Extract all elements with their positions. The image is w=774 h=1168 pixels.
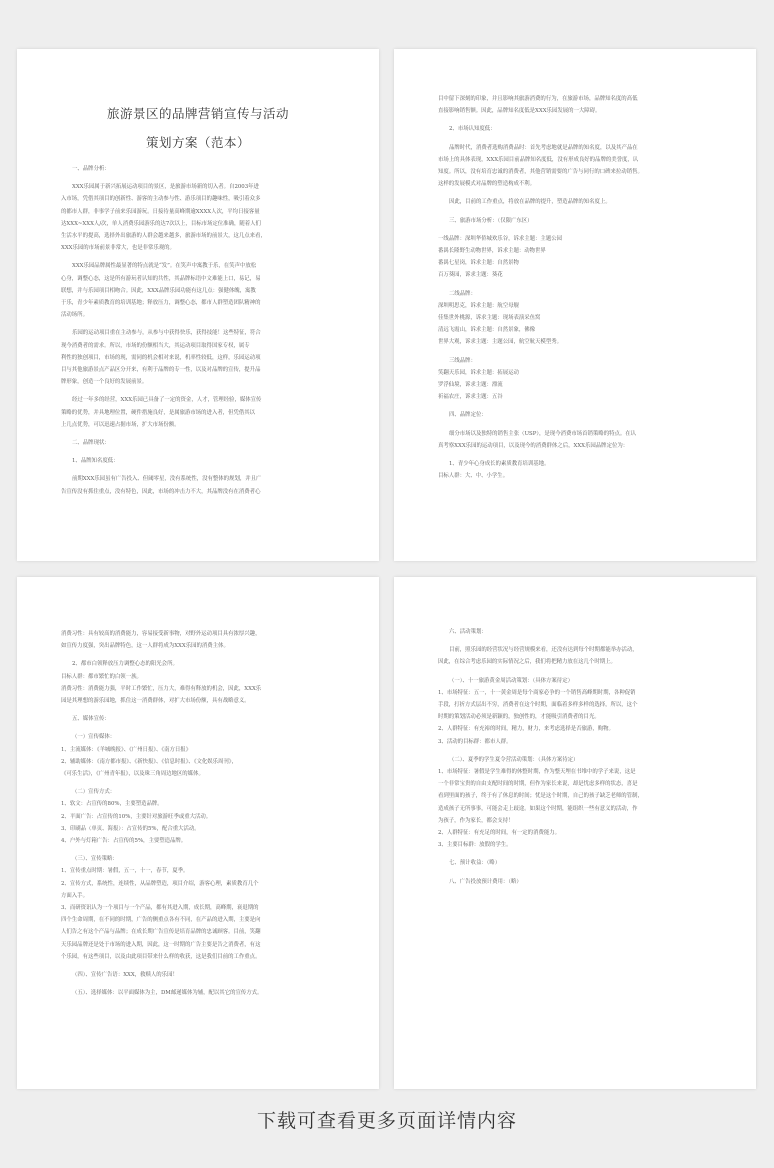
text-line: 佳集世外桃源，诉求主题：现场表演采鱼窝: [438, 315, 541, 322]
document-page-2: [394, 49, 756, 561]
text-line: （三）、宣传策略：: [72, 856, 118, 863]
document-subtitle: 策划方案（范本）: [145, 135, 250, 150]
text-line: 真考察XXX乐园的运动项目，以及现今的消费群体之后，XXX乐园品牌定位为：: [438, 442, 629, 449]
text-line: 因此，在综合考虑乐园的实际情况之后，我们将把精力放在这几个时期上。: [438, 659, 616, 666]
text-line: 三线品牌：: [449, 357, 476, 364]
text-line: 世界大观，诉求主题：主题公园，航空航天模型秀。: [438, 339, 562, 346]
text-line: 笑翻天乐园，诉求主题：拓展运动: [438, 369, 519, 376]
text-line: （一）宣传媒体：: [72, 734, 116, 741]
text-line: 2、人群特征：有充裕的时间，精力，财力，来考虑选择是否旅游，购物。: [438, 726, 614, 733]
text-line: 四个生命周期，在不同的时期，广告的侧重点各有不同，在产品的进入期，主要是向: [61, 917, 261, 924]
document-page-3: [17, 577, 379, 1089]
text-line: （四）、宣传广告语：XXX，救赎人的乐园！: [72, 972, 178, 979]
text-line: 一个非常宝贵的自由支配时间的时期，但作为家长来说，却是忧虑多样的状态，喜是: [438, 781, 638, 788]
text-line: 清远飞霞山，诉求主题：自然景象，佛像: [438, 327, 536, 334]
text-line: （一）、十一旅游黄金周活动策划：（具体方案待定）: [449, 677, 573, 684]
text-line: 1、主流媒体：《羊城晚报》、《广州日报》、《南方日报》: [61, 746, 192, 753]
text-line: 目前，照乐园的经营状况与经营规模来看，还没有达到每个时期都能举办活动，: [449, 647, 638, 654]
text-line: 手段，打折方式层出不穷，消费者在这个时期，面临着多样多样的选择，所以，这个: [438, 702, 638, 709]
text-line: 目标人群：都市繁忙的白领一族。: [61, 673, 142, 680]
text-line: 如宣传力度强，突出品牌特色，这一人群将成为XXX乐园的消费主体。: [61, 643, 229, 650]
text-line: 造成孩子无所事事，可能会走上歧途。如果这个时期，能组织一些有意义的活动，作: [438, 805, 638, 812]
text-line: 方面入手。: [61, 892, 88, 899]
text-line: 一、品牌分析：: [72, 166, 110, 172]
text-line: XXX乐园的市场前景非常大，也是非常乐观的。: [61, 245, 175, 252]
text-line: 《可乐生活》，《广州青年报》，以及珠三角周边地区的媒体。: [61, 771, 204, 778]
text-line: 1、青少年心身成长的素质教育培训基地。: [449, 461, 550, 468]
text-line: 细分市场以及独特的销售主张（USP），是现今消费市场首销策略的特点。在认: [449, 430, 637, 437]
text-line: 1、市场特征：五一，十一黄金周是每个商家必争的一个销售高峰期时期，各种促销: [438, 689, 636, 696]
text-line: 联想，并与乐园项目相吻合。因此，XXX品牌乐园功能有这几点：强健体魄，寓教: [61, 287, 256, 294]
download-prompt: 下载可查看更多页面详情内容: [256, 1110, 517, 1132]
text-line: 乐园的运动项目重在主动参与，从参与中获得快乐，获得技能！这些特征，符合: [72, 330, 261, 337]
text-line: 知度。所以，没有培育忠诚的消费者，其他营销需要的广告与同行的口碑来拉动销售。: [438, 169, 643, 176]
text-line: 品牌时代，消费者选购消费品时：首先考虑地就是品牌的知名度，以及其产品在: [449, 144, 638, 151]
text-line: （五）、选择媒体：以平面媒体为主，DM邮递媒体为辅，配以其它的宣传方式。: [72, 990, 263, 997]
text-line: 目中留下深刻的印象，并且影响其旅游消费的行为，在旅游市场，品牌知名度的高低: [438, 96, 638, 102]
text-line: 1、市场特征：暑假是学生难得的休整时期，作为整天埋在书堆中的学子来说，这是: [438, 769, 636, 776]
text-line: 于乐，青少年素质教育的培训基地；释放压力，调整心态，都市人群塑造团队精神的: [61, 300, 261, 307]
text-line: 一线品牌：深圳华侨城欢乐谷，诉求主题：主题公园: [438, 235, 562, 242]
text-line: 入市场，凭借其项目的创新性、游客的主动参与性、游乐项目的趣味性，吸引着众多: [61, 196, 261, 203]
text-line: 目标人群：大、中、小学生。: [438, 473, 509, 480]
text-line: 罗浮仙境，诉求主题：漂流: [438, 382, 503, 389]
text-line: （二）、夏季的学生夏令营活动策划：（具体方案待定）: [449, 756, 579, 763]
text-line: 个乐园，有这些项目，以及由此项目带来什么样的收获，这是我们目前的工作重点。: [61, 953, 261, 960]
text-line: 告宣传没有抓住重点，没有特色，因此，市场的冲击力不大，其品牌没有在消费者心: [61, 488, 261, 495]
text-line: 七、预计收益：（略）: [449, 860, 501, 867]
text-line: 2、辅助媒体：《南方都市报》、《新快报》、《信息时报》、《文化娱乐周刊》，: [61, 758, 237, 765]
text-line: 3、印刷品（单页、海报）：占宣传的5%，配合重大活动。: [61, 825, 200, 832]
text-line: 目与其他旅游景点产品区分开来，有利于品牌的专一性，以及对品牌的宣传，提升品: [61, 367, 261, 374]
text-line: 看到里面的孩子，终于有了休息的时间；忧是这个时期，自己的孩子缺乏老师的管制，: [438, 793, 643, 800]
text-line: 消费习性：具有较高的消费能力，容易接受新事物，对野外运动项目具有浓厚兴趣，: [61, 631, 261, 637]
text-line: 2、平面广告：占宣传的10%，主要针对旅游旺季或重大活动。: [61, 813, 212, 820]
text-line: 时期的策划活动必须是新颖的，独创性的，才能吸引消费者的目光。: [438, 714, 600, 721]
text-line: 3、活动的目标群：都市人群。: [438, 738, 512, 745]
text-line: 1、宣传重点时期：暑假，五一，十一，春节，夏季。: [61, 868, 189, 875]
text-line: 深圳明思克，诉求主题：航空母舰: [438, 302, 519, 309]
text-line: 百万葵园，诉求主题：葵花: [438, 272, 503, 279]
text-line: 五、媒体宣传：: [72, 716, 110, 723]
text-line: 经过一年多的经营，XXX乐园已具备了一定的资金，人才，管理经验，媒体宣传: [72, 397, 262, 404]
text-line: 番禺七星岗，诉求主题：自然景物: [438, 260, 519, 267]
text-line: 四、品牌定位：: [449, 412, 487, 419]
text-line: 心身，调整心态，这是所有游玩者认知的共性，其品牌标语中文难能上口，易记，易: [61, 275, 261, 282]
document-page-1: [17, 49, 379, 561]
text-line: 消费习性：消费能力强，平时工作繁忙，压力大，难得有释放的机会，因此，XXX乐: [61, 685, 262, 692]
text-line: 三、旅游市场分析：（仅限广东区）: [449, 217, 533, 224]
text-line: 生活水平的提高，选择外出旅游的人群会越来越多，旅游市场的前景大，这几点来看，: [61, 233, 266, 240]
text-line: 上几点优势，可以迅速占据市场，扩大市场份额。: [61, 421, 180, 428]
page-3-text: [61, 628, 335, 999]
text-line: 4、户外与灯箱广告：占宣传的5%，主要塑造品牌。: [61, 838, 187, 845]
text-line: 人们告之有这个产品与品牌；在成长期广告宣传是培育品牌的忠诚顾客。目前，笑翻: [61, 929, 261, 936]
text-line: 的都市人群，非事学子前来乐园游玩。日接待量高峰期逾XXXX人次，平均日接客量: [61, 208, 260, 215]
text-line: 直接影响销售额。因此，品牌知名度低是XXX乐园发展的一大障碍。: [438, 108, 601, 115]
text-line: 天乐园品牌还是处于市场的进入期，因此，这一时期的广告主要是告之消费者，有这: [61, 941, 261, 948]
page-2-text: [438, 93, 712, 482]
text-line: 市场上的具体表现，XXX乐园目前品牌知名度低，没有形成良好的品牌的美誉度，认: [438, 156, 639, 163]
text-line: （二）宣传方式：: [72, 789, 116, 796]
text-line: 2、都市白领释放压力调整心态的阳光会所。: [72, 661, 178, 668]
text-line: 2、人群特征：有充足的时间，有一定的消费能力。: [438, 830, 561, 837]
document-title: 旅游景区的品牌营销宣传与活动: [106, 106, 289, 121]
text-line: 1、品牌知名度低：: [72, 458, 119, 465]
text-line: 利性的独创项目，市场的现，需同的机会相对来说，机率性较低，这样，乐园运动项: [61, 354, 261, 361]
text-line: 祈福农庄，诉求主题：五谷: [438, 394, 503, 401]
text-line: 二线品牌：: [449, 290, 476, 297]
text-line: 2、市场认知度低：: [449, 126, 496, 133]
text-line: 3、而研资讯认为一个项目与一个产品，都有其进入期，成长期，高峰期，衰退期的: [61, 905, 259, 912]
text-line: 这样的发展模式对品牌的塑造构成不利。: [438, 181, 536, 188]
text-line: 活动场所。: [61, 312, 88, 319]
page-1-text: [61, 163, 335, 498]
text-line: 园是其理想的游乐园地，抓住这一消费群体，对扩大市场份额，具有战略意义。: [61, 698, 250, 705]
text-line: 策略的优势，并具地理位置，硬件措施良好，是属旅游市场的进入者，但凭借其以: [61, 409, 256, 416]
text-line: 六、活动策划：: [449, 629, 487, 635]
text-line: 现今消费者的需求。所以，市场的份额相当大，其运动项目取得国家专权，属专: [61, 342, 250, 349]
text-line: 2、宣传方式，系统性，连续性，从品牌塑造，项目介绍，游客心理，素质教育几个: [61, 880, 259, 887]
text-line: XXX乐园属于新兴拓展运动项目的景区，是旅游市场新的切入者。自2003年进: [72, 184, 259, 191]
text-line: XXX乐园品牌属性最显著的特点就是“发”。在笑声中寓教于乐，在笑声中放松: [72, 263, 257, 270]
text-line: 番禺长隆野生动物世界，诉求主题：动物世界: [438, 248, 546, 255]
text-line: 八、广告投放预计费用：（略）: [449, 878, 522, 885]
text-line: 达XXX~XXX人/次，单人消费乐园游乐的达7次以上，目标市场定位准确，随着人们: [61, 220, 261, 227]
text-line: 1、软文：占宣传的80%，主要塑造品牌。: [61, 801, 163, 808]
text-line: 因此，目前的工作重点，将放在品牌的提升，塑造品牌的知名度上。: [449, 199, 611, 206]
text-line: 前期XXX乐园虽有广告投入、但阈零星，没有系统性，没有整体的规划，并且广: [72, 476, 262, 483]
text-line: 牌形象，创造一个良好的发展前景。: [61, 379, 148, 386]
page-4-text: [438, 626, 712, 888]
text-line: 3、主要目标群：放假的学生。: [438, 842, 512, 849]
text-line: 二、品牌现状：: [72, 440, 110, 447]
text-line: 为孩子，作为家长，都会支持！: [438, 817, 514, 824]
document-page-4: [394, 577, 756, 1089]
